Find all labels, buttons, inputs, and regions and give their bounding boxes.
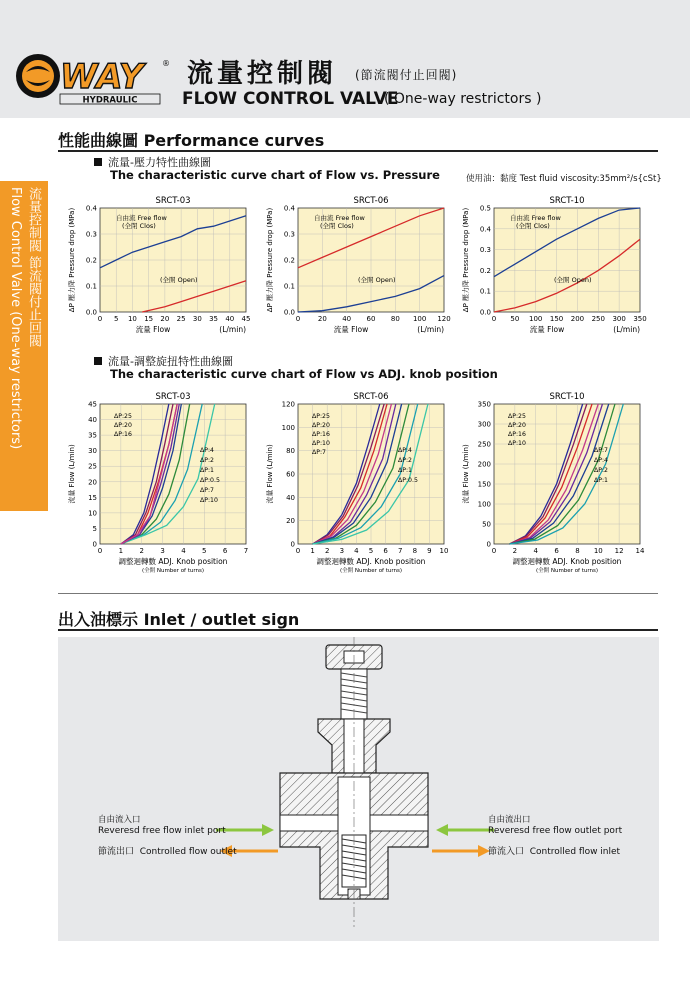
title-en: FLOW CONTROL VALVE xyxy=(182,89,399,109)
y-tick-label: 250 xyxy=(477,440,491,449)
x-tick-label: 30 xyxy=(192,315,202,323)
x-axis-unit: (L/min) xyxy=(219,325,246,334)
flow-knob-heading xyxy=(94,355,498,381)
y-tick-label: 20 xyxy=(286,517,295,526)
chart-svg xyxy=(458,192,648,348)
series-label: ΔP:20 xyxy=(508,422,526,429)
series-label: ΔP:1 xyxy=(200,467,214,474)
y-tick-label: 120 xyxy=(281,400,295,409)
way-logo-icon xyxy=(12,52,182,106)
y-tick-label: 15 xyxy=(88,493,97,502)
y-tick-label: 40 xyxy=(88,416,97,425)
y-tick-label: 0.1 xyxy=(283,282,295,291)
series-label: ΔP:10 xyxy=(508,440,526,447)
chart-title: SRCT-06 xyxy=(353,392,389,402)
right-inlet-cn: 節流入口 xyxy=(488,847,525,857)
series-label: 自由流 Free flow xyxy=(510,214,561,222)
series-label: (全開 Open) xyxy=(554,276,592,284)
series-label: ΔP:4 xyxy=(594,457,608,464)
x-tick-label: 7 xyxy=(243,547,249,555)
series-label: ΔP:7 xyxy=(200,487,214,494)
y-tick-label: 150 xyxy=(477,480,491,489)
y-tick-label: 5 xyxy=(92,524,97,533)
x-tick-label: 9 xyxy=(427,547,432,555)
y-tick-label: 350 xyxy=(477,400,491,409)
x-axis-label: 流量 Flow xyxy=(529,325,565,334)
x-tick-label: 0 xyxy=(97,315,103,323)
chart-svg xyxy=(64,388,254,588)
x-tick-label: 200 xyxy=(570,315,585,323)
x-tick-label: 2 xyxy=(512,547,518,555)
series-label: 自由流 Free flow xyxy=(314,214,365,222)
x-tick-label: 4 xyxy=(354,547,359,555)
side-tab xyxy=(0,181,48,511)
series-label: ΔP:4 xyxy=(200,447,214,454)
side-tab-en: Flow Control Valve (One-way restrictors) xyxy=(8,187,23,450)
chart-title: SRCT-06 xyxy=(353,196,389,206)
left-inlet-en: Reveresd free flow inlet port xyxy=(98,826,226,836)
series-label: ΔP:10 xyxy=(312,440,330,447)
y-axis-label: 流量 Flow (L/min) xyxy=(68,444,76,504)
section-performance-rule xyxy=(58,150,658,152)
chart-srct06-knob xyxy=(262,388,452,588)
series-label: ΔP:2 xyxy=(398,457,412,464)
series-label: ΔP:0.5 xyxy=(200,477,220,484)
y-axis-label: ΔP 壓力降 Pressure drop (MPa) xyxy=(68,207,76,313)
x-tick-label: 60 xyxy=(366,315,376,323)
y-tick-label: 0.1 xyxy=(85,282,97,291)
x-tick-label: 300 xyxy=(612,315,626,323)
x-axis-label: 調整迴轉數 ADJ. Knob position xyxy=(316,557,426,566)
y-tick-label: 0 xyxy=(92,540,97,549)
series-label: ΔP:20 xyxy=(312,422,330,429)
series-label: ΔP:4 xyxy=(398,447,412,454)
title-cn: 流量控制閥 xyxy=(187,59,338,89)
series-label: (全開 Open) xyxy=(358,276,396,284)
x-tick-label: 5 xyxy=(113,315,119,323)
x-axis-label: 調整迴轉數 ADJ. Knob position xyxy=(512,557,622,566)
x-tick-label: 1 xyxy=(310,547,315,555)
x-tick-label: 40 xyxy=(225,315,235,323)
controlled-flow-in-arrow-icon xyxy=(432,845,490,857)
series-label: ΔP:7 xyxy=(594,447,608,454)
y-tick-label: 0.4 xyxy=(283,204,295,213)
y-tick-label: 50 xyxy=(482,520,491,529)
x-tick-label: 0 xyxy=(491,315,497,323)
y-axis-label: 流量 Flow (L/min) xyxy=(462,444,470,504)
side-tab-cn: 流量控制閥 節流閥付止回閥 xyxy=(26,187,41,348)
x-tick-label: 80 xyxy=(390,315,400,323)
svg-text:HYDRAULIC: HYDRAULIC xyxy=(82,95,138,106)
x-axis-label: 調整迴轉數 ADJ. Knob position xyxy=(118,557,228,566)
x-tick-label: 20 xyxy=(317,315,327,323)
x-tick-label: 0 xyxy=(295,547,301,555)
svg-text:®: ® xyxy=(162,59,170,68)
y-tick-label: 60 xyxy=(286,470,295,479)
x-tick-label: 6 xyxy=(383,547,388,555)
chart-svg xyxy=(262,192,452,348)
left-outlet-en: Controlled flow outlet xyxy=(139,847,237,857)
series-label: ΔP:1 xyxy=(398,467,412,474)
chart-svg xyxy=(458,388,648,588)
series-label: ΔP:2 xyxy=(200,457,214,464)
fluid-note: 使用油：黏度 Test fluid viscosity:35mm²/s{cSt} xyxy=(466,174,662,184)
y-tick-label: 0 xyxy=(290,540,295,549)
svg-text:WAY: WAY xyxy=(60,57,144,97)
x-tick-label: 5 xyxy=(368,547,374,555)
chart-srct03-knob xyxy=(64,388,254,588)
y-tick-label: 0.4 xyxy=(85,204,97,213)
x-axis-unit: (L/min) xyxy=(613,325,640,334)
x-tick-label: 25 xyxy=(176,315,186,323)
x-tick-label: 2 xyxy=(139,547,144,555)
valve-cross-section-icon xyxy=(58,637,659,941)
y-tick-label: 45 xyxy=(88,400,97,409)
left-inlet-cn: 自由流入口 xyxy=(98,815,141,825)
y-tick-label: 0.3 xyxy=(85,230,97,239)
y-tick-label: 0.2 xyxy=(85,256,97,265)
free-flow-out-arrow-icon xyxy=(436,824,494,836)
page-header xyxy=(0,0,690,118)
y-axis-label: ΔP 壓力降 Pressure drop (MPa) xyxy=(462,207,470,313)
y-tick-label: 80 xyxy=(286,447,295,456)
y-tick-label: 0 xyxy=(486,540,491,549)
valve-diagram-panel xyxy=(58,637,659,941)
x-axis-label: 流量 Flow xyxy=(333,325,369,334)
y-tick-label: 100 xyxy=(281,423,295,432)
right-inlet-label xyxy=(488,847,620,857)
y-tick-label: 0.1 xyxy=(479,287,491,296)
x-tick-label: 10 xyxy=(439,547,449,555)
x-tick-label: 2 xyxy=(324,547,330,555)
x-tick-label: 4 xyxy=(181,547,186,555)
series-label: ΔP:7 xyxy=(312,449,326,456)
right-outlet-cn: 自由流出口 xyxy=(488,815,531,825)
section-inlet-rule xyxy=(58,629,658,631)
chart-srct06-pressure xyxy=(262,192,452,348)
y-tick-label: 0.0 xyxy=(283,308,295,317)
x-tick-label: 10 xyxy=(127,315,137,323)
series-label: ΔP:2 xyxy=(594,467,608,474)
y-tick-label: 0.4 xyxy=(479,225,491,234)
y-tick-label: 0.2 xyxy=(479,266,491,275)
chart-srct10-knob xyxy=(458,388,648,588)
x-tick-label: 40 xyxy=(342,315,352,323)
series-label: (全開 Open) xyxy=(160,276,198,284)
y-tick-label: 300 xyxy=(477,420,491,429)
y-tick-label: 20 xyxy=(88,478,97,487)
x-tick-label: 10 xyxy=(593,547,603,555)
flow-knob-heading-en: The characteristic curve chart of Flow vs ADJ. knob position xyxy=(110,367,498,381)
series-label: ΔP:25 xyxy=(312,413,330,420)
x-tick-label: 14 xyxy=(635,547,645,555)
title-cn-sub: (節流閥付止回閥) xyxy=(355,68,458,82)
series-label: ΔP:20 xyxy=(114,422,132,429)
x-axis-sublabel: (全開 Number of turns) xyxy=(141,568,205,574)
chart-srct03-pressure xyxy=(64,192,254,348)
series-label: ΔP:10 xyxy=(200,497,218,504)
x-tick-label: 7 xyxy=(397,547,403,555)
series-label: ΔP:25 xyxy=(508,413,526,420)
x-tick-label: 6 xyxy=(554,547,559,555)
flow-pressure-heading-en: The characteristic curve chart of Flow vs. Pressure xyxy=(110,168,440,182)
y-tick-label: 200 xyxy=(477,460,491,469)
y-tick-label: 0.0 xyxy=(479,308,491,317)
series-label: ΔP:16 xyxy=(508,431,526,438)
x-tick-label: 100 xyxy=(529,315,543,323)
x-axis-unit: (L/min) xyxy=(417,325,444,334)
x-tick-label: 4 xyxy=(533,547,538,555)
x-tick-label: 45 xyxy=(241,315,251,323)
x-tick-label: 0 xyxy=(295,315,301,323)
x-tick-label: 350 xyxy=(633,315,647,323)
x-axis-label: 流量 Flow xyxy=(135,325,171,334)
chart-title: SRCT-03 xyxy=(155,392,191,402)
left-outlet-label xyxy=(98,847,237,857)
chart-svg xyxy=(262,388,452,588)
x-tick-label: 100 xyxy=(412,315,427,323)
series-label: ΔP:16 xyxy=(114,431,132,438)
series-label: ΔP:1 xyxy=(594,477,608,484)
x-tick-label: 5 xyxy=(202,547,207,555)
chart-title: SRCT-03 xyxy=(155,196,191,206)
y-tick-label: 0.2 xyxy=(283,256,295,265)
chart-svg xyxy=(64,192,254,348)
x-tick-label: 0 xyxy=(491,547,497,555)
flow-pressure-heading xyxy=(94,156,440,182)
x-tick-label: 150 xyxy=(549,315,564,323)
y-tick-label: 0.3 xyxy=(479,246,491,255)
y-tick-label: 30 xyxy=(88,447,97,456)
series-label: (全閉 Clos) xyxy=(122,222,156,230)
left-outlet-cn: 節流出口 xyxy=(98,847,135,857)
chart-title: SRCT-10 xyxy=(549,196,585,206)
series-label: 自由流 Free flow xyxy=(116,214,167,222)
series-label: ΔP:0.5 xyxy=(398,477,418,484)
chart-title: SRCT-10 xyxy=(549,392,585,402)
x-tick-label: 0 xyxy=(97,547,103,555)
y-tick-label: 35 xyxy=(88,431,97,440)
y-axis-label: ΔP 壓力降 Pressure drop (MPa) xyxy=(266,207,274,313)
y-tick-label: 100 xyxy=(477,500,491,509)
series-label: (全閉 Clos) xyxy=(320,222,354,230)
y-axis-label: 流量 Flow (L/min) xyxy=(266,444,274,504)
section-performance-title: 性能曲線圖 Performance curves xyxy=(58,131,325,150)
x-tick-label: 120 xyxy=(437,315,451,323)
x-tick-label: 3 xyxy=(339,547,345,555)
divider-rule xyxy=(58,593,658,594)
x-tick-label: 50 xyxy=(510,315,520,323)
y-tick-label: 0.5 xyxy=(479,204,491,213)
chart-srct10-pressure xyxy=(458,192,648,348)
x-tick-label: 8 xyxy=(575,547,580,555)
title-en-sub: ( One-way restrictors ) xyxy=(384,91,542,107)
section-inlet-title: 出入油標示 Inlet / outlet sign xyxy=(58,610,300,629)
x-tick-label: 12 xyxy=(614,547,624,555)
x-tick-label: 1 xyxy=(118,547,124,555)
x-tick-label: 6 xyxy=(222,547,228,555)
y-tick-label: 10 xyxy=(88,509,97,518)
x-tick-label: 250 xyxy=(591,315,605,323)
y-tick-label: 0.0 xyxy=(85,308,97,317)
x-tick-label: 15 xyxy=(144,315,154,323)
y-tick-label: 0.3 xyxy=(283,230,295,239)
right-outlet-en: Reveresd free flow outlet port xyxy=(488,826,623,836)
series-label: (全閉 Clos) xyxy=(516,222,550,230)
flow-knob-heading-cn: 流量-調整旋扭特性曲線圖 xyxy=(108,355,233,368)
y-tick-label: 25 xyxy=(88,462,97,471)
series-label: ΔP:16 xyxy=(312,431,330,438)
right-inlet-en: Controlled flow inlet xyxy=(529,847,621,857)
flow-pressure-heading-cn: 流量-壓力特性曲線圖 xyxy=(108,156,211,169)
x-axis-sublabel: (全開 Number of turns) xyxy=(339,568,403,574)
x-tick-label: 3 xyxy=(160,547,165,555)
x-tick-label: 35 xyxy=(209,315,219,323)
y-tick-label: 40 xyxy=(286,493,295,502)
x-axis-sublabel: (全開 Number of turns) xyxy=(535,568,599,574)
x-tick-label: 8 xyxy=(412,547,418,555)
series-label: ΔP:25 xyxy=(114,413,132,420)
x-tick-label: 20 xyxy=(160,315,170,323)
